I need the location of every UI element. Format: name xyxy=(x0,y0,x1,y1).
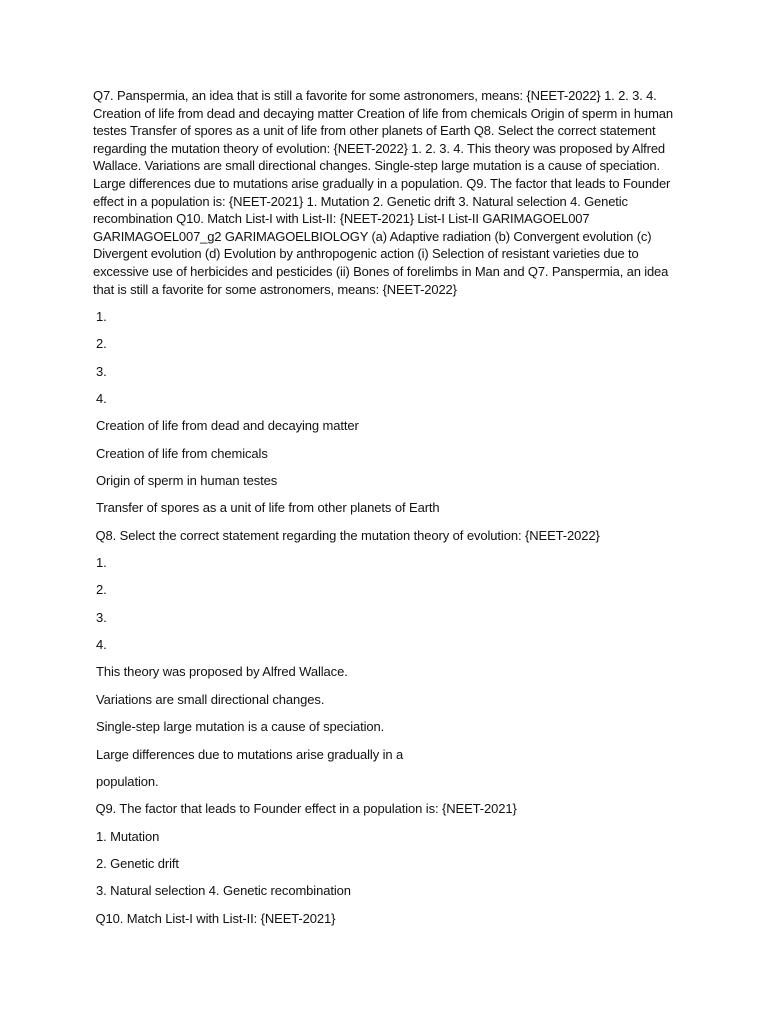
option-number: 3. xyxy=(96,609,107,625)
option-text: Transfer of spores as a unit of life from other planets of Earth xyxy=(96,500,440,516)
option-text: Large differences due to mutations arise gradually in a xyxy=(96,746,404,762)
option-text: Single-step large mutation is a cause of speciation. xyxy=(96,719,385,735)
summary-paragraph: Q7. Panspermia, an idea that is still a favorite for some astronomers, means: {NEET-2022} 1. 2. 3. 4. Creation of life from dead and decaying matter Creation of life from chemicals Origin of sperm in human testes Transfer of spores as a unit of life from other planets of Earth Q8. Select the correct statement regarding the mutation theory of evolution: {NEET-2022} 1. 2. 3. 4. This theory was proposed by Alfred Wallace. Variations are small directional changes. Single-step large mutation is a cause of speciation. Large differences due to mutations arise gradually in a population. Q9. The factor that leads to Founder effect in a population is: {NEET-2021} 1. Mutation 2. Genetic drift 3. Natural selection 4. Genetic recombination Q10. Match List-I with List-II: {NEET-2021} List-I List-II GARIMAGOEL007 GARIMAGOEL007_g2 GARIMAGOELBIOLOGY (a) Adaptive radiation (b) Convergent evolution (c) Divergent evolution (d) Evolution by anthropogenic action (i) Selection of resistant varieties due to excessive use of herbicides and pesticides (ii) Bones of forelimbs in Man and Q7. Panspermia, an idea that is still a favorite for some astronomers, means: {NEET-2022} xyxy=(93,88,673,297)
option-number: 2. xyxy=(96,582,107,598)
option-number: 4. xyxy=(96,391,107,407)
option-number: 1. xyxy=(96,309,107,324)
option-number: 2. xyxy=(96,336,107,352)
option-text: 1. Mutation xyxy=(96,828,160,844)
option-text: This theory was proposed by Alfred Wallace. xyxy=(96,664,348,680)
option-text: Origin of sperm in human testes xyxy=(96,473,278,489)
question-lines xyxy=(96,308,696,937)
option-number: 3. xyxy=(96,363,107,379)
option-number: 4. xyxy=(96,637,107,653)
option-text: 3. Natural selection 4. Genetic recombination xyxy=(96,883,351,899)
question-q9: Q9. The factor that leads to Founder effect in a population is: {NEET-2021} xyxy=(95,801,517,817)
option-text: Creation of life from dead and decaying matter xyxy=(96,418,359,434)
question-q8: Q8. Select the correct statement regarding the mutation theory of evolution: {NEET-2022} xyxy=(95,527,600,543)
option-text: Creation of life from chemicals xyxy=(96,445,268,461)
option-number: 1. xyxy=(96,555,107,571)
option-text: 2. Genetic drift xyxy=(96,855,179,871)
option-text: population. xyxy=(96,773,159,789)
question-q10: Q10. Match List-I with List-II: {NEET-2021} xyxy=(95,910,336,926)
option-text: Variations are small directional changes. xyxy=(96,691,325,707)
